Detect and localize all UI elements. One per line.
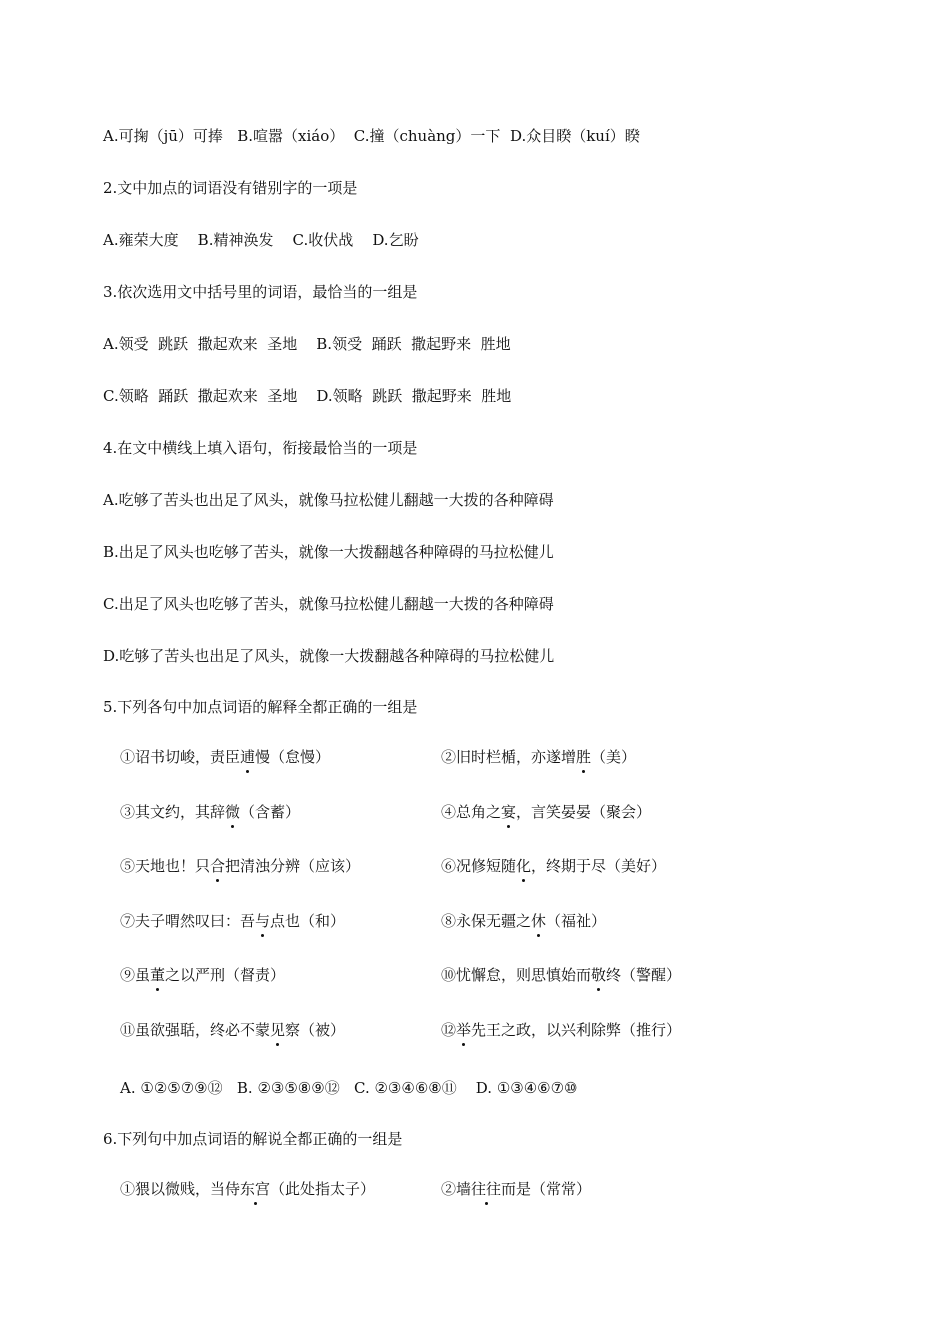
- q5-item: ⑧永保无疆之休（福祉）: [441, 912, 607, 930]
- q6-stem: 6.下列句中加点词语的解说全都正确的一组是: [103, 1130, 403, 1148]
- emphasis-dot-word: 往往: [471, 1180, 502, 1198]
- q6-item: ②墙往往而是（常常）: [441, 1180, 592, 1198]
- emphasis-dot-word: 休: [531, 912, 547, 930]
- q5-item: ⑫举先王之政，以兴利除弊（推行）: [441, 1021, 682, 1039]
- emphasis-dot-word: 合: [210, 857, 226, 875]
- emphasis-dot-word: 董: [150, 966, 166, 984]
- q5-item: ⑩忧懈怠，则思慎始而敬终（警醒）: [441, 966, 682, 984]
- q1-options: A.可掬（jū）可捧 B.喧嚣（xiáo） C.撞（chuàng）一下 D.众目睽（kuí）睽: [103, 127, 640, 145]
- q4-stem: 4.在文中横线上填入语句，衔接最恰当的一项是: [103, 439, 418, 457]
- q3-options-row2: C.领略 踊跃 撒起欢来 圣地 D.领略 跳跃 撒起野来 胜地: [103, 387, 512, 405]
- q5-item: ③其文约，其辞微（含蓄）: [120, 803, 301, 821]
- q4-option-a: A.吃够了苦头也出足了风头，就像马拉松健儿翻越一大拨的各种障碍: [103, 491, 554, 509]
- emphasis-dot-word: 敬: [591, 966, 607, 984]
- emphasis-dot-word: 胜: [576, 748, 592, 766]
- q3-stem: 3.依次选用文中括号里的词语，最恰当的一组是: [103, 283, 418, 301]
- q5-item: ⑨虽董之以严刑（督责）: [120, 966, 286, 984]
- q5-item: ②旧时栏楯，亦遂增胜（美）: [441, 748, 637, 766]
- emphasis-dot-word: 微: [225, 803, 241, 821]
- q5-item: ④总角之宴，言笑晏晏（聚会）: [441, 803, 652, 821]
- q2-options: A.雍荣大度 B.精神涣发 C.收伏战 D.乞盼: [103, 231, 419, 249]
- q5-item: ⑪虽欲强聒，终必不蒙见察（被）: [120, 1021, 346, 1039]
- q6-item: ①猥以微贱，当侍东宫（此处指太子）: [120, 1180, 376, 1198]
- q4-option-c: C.出足了风头也吃够了苦头，就像马拉松健儿翻越一大拨的各种障碍: [103, 595, 554, 613]
- q2-stem: 2.文中加点的词语没有错别字的一项是: [103, 179, 358, 197]
- q5-item: ⑥况修短随化，终期于尽（美好）: [441, 857, 667, 875]
- emphasis-dot-word: 与: [255, 912, 271, 930]
- q5-stem: 5.下列各句中加点词语的解释全都正确的一组是: [103, 698, 418, 716]
- q4-option-b: B.出足了风头也吃够了苦头，就像一大拨翻越各种障碍的马拉松健儿: [103, 543, 554, 561]
- q5-item: ①诏书切峻，责臣逋慢（怠慢）: [120, 748, 331, 766]
- emphasis-dot-word: 东宫: [240, 1180, 271, 1198]
- q3-options-row1: A.领受 跳跃 撒起欢来 圣地 B.领受 踊跃 撒起野来 胜地: [103, 335, 511, 353]
- emphasis-dot-word: 见: [270, 1021, 286, 1039]
- q5-options: A. ①②⑤⑦⑨⑫ B. ②③⑤⑧⑨⑫ C. ②③④⑥⑧⑪ D. ①③④⑥⑦⑩: [120, 1079, 578, 1097]
- emphasis-dot-word: 宴: [501, 803, 517, 821]
- emphasis-dot-word: 逋: [240, 748, 256, 766]
- q5-item: ⑦夫子喟然叹曰：吾与点也（和）: [120, 912, 346, 930]
- q5-item: ⑤天地也！只合把清浊分辨（应该）: [120, 857, 361, 875]
- q4-option-d: D.吃够了苦头也出足了风头，就像一大拨翻越各种障碍的马拉松健儿: [103, 647, 555, 665]
- emphasis-dot-word: 化: [516, 857, 532, 875]
- emphasis-dot-word: 举: [456, 1021, 472, 1039]
